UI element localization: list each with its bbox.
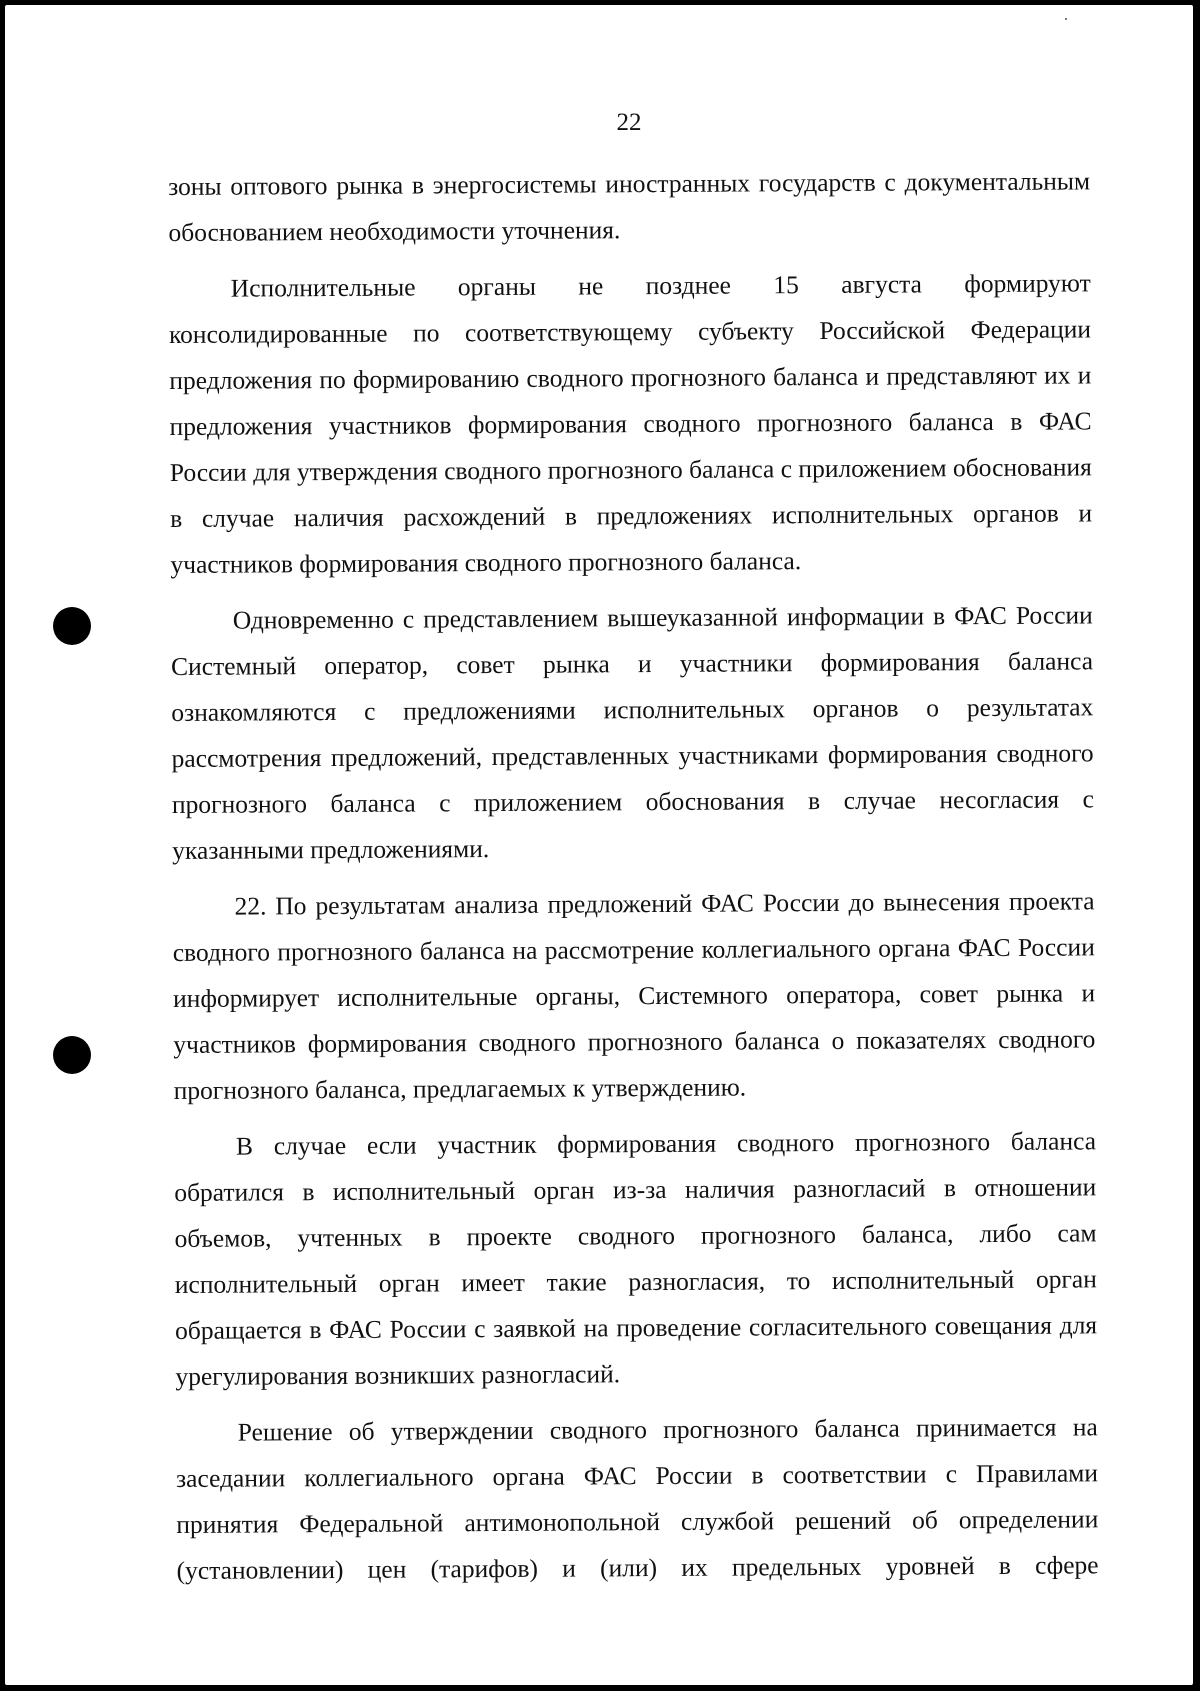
paragraph: 22. По результатам анализа предложений ФАС России до вынесения проекта сводного прогнозного баланса на рассмотрение коллегиального органа ФАС России информирует исполнительные органы, Системного оператора, совет рынка и участников формирования сводного прогнозного баланса о показателях сводного прогнозного баланса, предлагаемых к утверждению.: [172, 886, 1096, 1105]
binder-hole: [53, 1036, 91, 1074]
paragraph-continued: зоны оптового рынка в энергосистемы иностранных государств с документальным обоснованием необходимости уточнения.: [168, 166, 1091, 247]
document-sheet: [5, 5, 1193, 1685]
paragraph: В случае если участник формирования сводного прогнозного баланса обратился в исполнительный орган из-за наличия разногласий в отношении объемов, учтенных в проекте сводного прогнозного баланса, либо сам исполнительный орган имеет такие разногласия, то исполнительный орган обращается в ФАС России с заявкой на проведение согласительного совещания для урегулирования возникших разногласий.: [174, 1126, 1098, 1391]
binder-hole: [53, 607, 91, 645]
page-number: 22: [616, 109, 642, 136]
paragraph: Исполнительные органы не позднее 15 августа формируют консолидированные по соответствующему субъекту Российской Федерации предложения по формированию сводного прогнозного баланса и представляют их и предложения участников формирования сводного прогнозного баланса в ФАС России для утверждения сводного прогнозного баланса с приложением обоснования в случае наличия расхождений в предложениях исполнительных органов и участников формирования сводного прогнозного баланса.: [168, 268, 1093, 579]
paragraph-truncated: Решение об утверждении сводного прогнозного баланса принимается на заседании коллегиального органа ФАС России в соответствии с Правилами принятия Федеральной антимонопольной службой решений об определении (установлении) цен (тарифов) и (или) их предельных уровней в сфере: [175, 1412, 1099, 1585]
document-body: [168, 158, 1099, 1640]
scan-speck: [1065, 18, 1067, 20]
paragraph: Одновременно с представлением вышеуказанной информации в ФАС России Системный оператор, совет рынка и участники формирования баланса ознакомляются с предложениями исполнительных органов о результатах рассмотрения предложений, представленных участниками формирования сводного прогнозного баланса с приложением обоснования в случае несогласия с указанными предложениями.: [170, 600, 1094, 865]
